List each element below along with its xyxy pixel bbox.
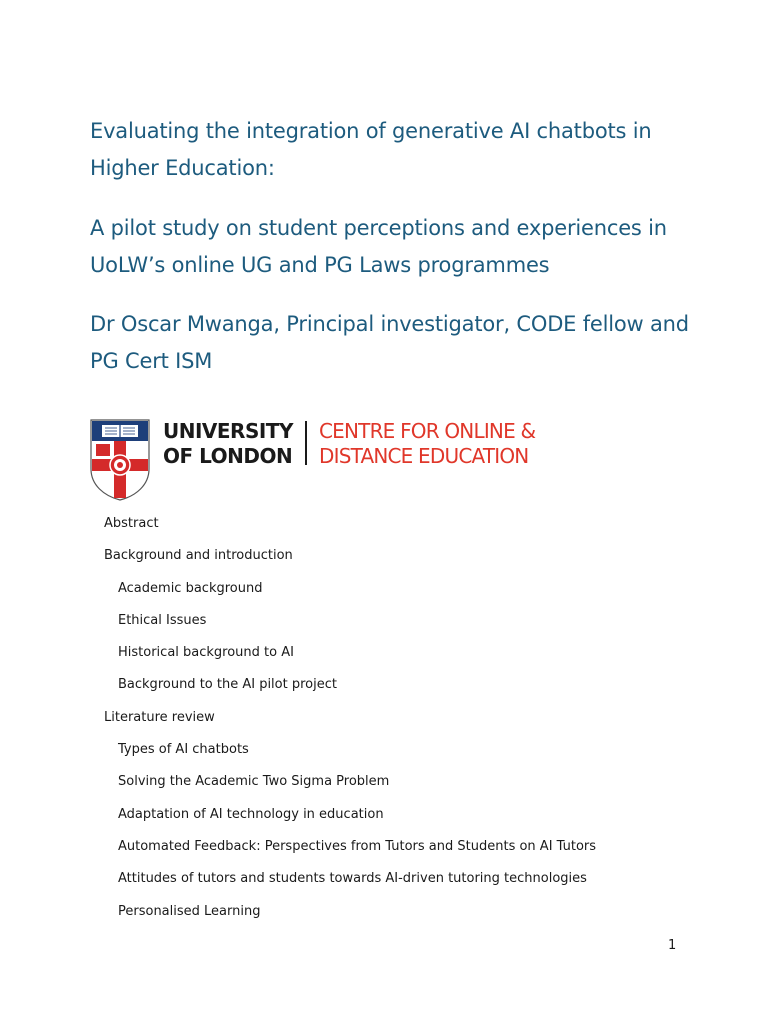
toc-item-literature-review[interactable]: Literature review: [104, 709, 215, 725]
toc-item-types-of-ai-chatbots[interactable]: Types of AI chatbots: [118, 742, 249, 758]
toc-item-adaptation-of-ai[interactable]: Adaptation of AI technology in education: [118, 806, 384, 822]
toc-item-pilot-project-background[interactable]: Background to the AI pilot project: [118, 677, 337, 693]
document-subtitle: A pilot study on student perceptions and experiences in UoLW’s online UG and PG Laws programmes: [90, 216, 667, 277]
page-number: 1: [668, 938, 677, 953]
university-crest-icon: [90, 419, 150, 501]
toc-item-two-sigma-problem[interactable]: Solving the Academic Two Sigma Problem: [118, 774, 390, 790]
university-of-london-wordmark: UNIVERSITY OF LONDON: [163, 419, 293, 468]
centre-for-online-distance-education-wordmark: CENTRE FOR ONLINE & DISTANCE EDUCATION: [319, 419, 536, 468]
toc-item-automated-feedback[interactable]: Automated Feedback: Perspectives from Tutors and Students on AI Tutors: [118, 838, 597, 854]
toc-item-ethical-issues[interactable]: Ethical Issues: [118, 612, 207, 628]
document-title: Evaluating the integration of generative AI chatbots in Higher Education:: [90, 119, 652, 180]
toc-item-abstract[interactable]: Abstract: [104, 516, 159, 531]
author-line: Dr Oscar Mwanga, Principal investigator, CODE fellow and PG Cert ISM: [90, 312, 689, 373]
toc-item-attitudes-of-tutors[interactable]: Attitudes of tutors and students towards AI-driven tutoring technologies: [118, 871, 587, 887]
logo-divider: [305, 421, 307, 465]
toc-item-personalised-learning[interactable]: Personalised Learning: [118, 903, 261, 919]
university-logo: [90, 419, 560, 503]
toc-item-background-and-introduction[interactable]: Background and introduction: [104, 548, 293, 564]
toc-item-historical-background[interactable]: Historical background to AI: [118, 645, 294, 661]
table-of-contents: [0, 511, 768, 931]
toc-item-academic-background[interactable]: Academic background: [118, 580, 263, 596]
